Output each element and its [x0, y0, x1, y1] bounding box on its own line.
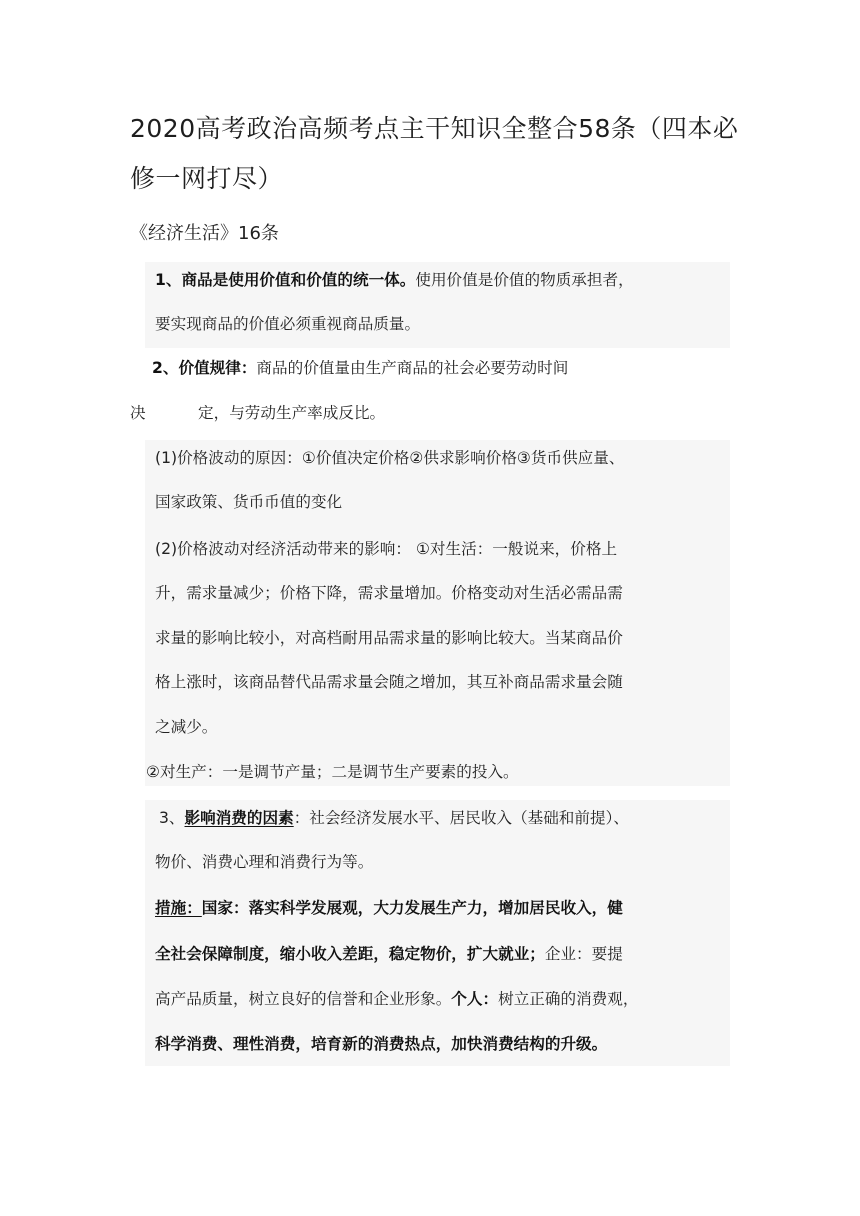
paragraph-1-line-2: 要实现商品的价值必须重视商品质量。: [155, 315, 421, 333]
paragraph-7-line-2: [155, 940, 623, 968]
paragraph-4-line-1: (2)价格波动对经济活动带来的影响： ①对生活：一般说来，价格上: [155, 540, 618, 558]
paragraph-2-bold: 2、价值规律：: [152, 359, 257, 377]
measures-individual-text: 树立正确的消费观，: [498, 990, 639, 1008]
paragraph-4-line-2: 升，需求量减少；价格下降，需求量增加。价格变动对生活必需品需: [155, 584, 623, 602]
paragraph-5-line-1: ②对生产：一是调节产量；二是调节生产要素的投入。: [146, 763, 519, 781]
paragraph-4-line-5: 之减少。: [155, 718, 218, 736]
paragraph-3-line-2: 国家政策、货币币值的变化: [155, 493, 343, 511]
paragraph-1-text: 使用价值是价值的物质承担者，: [415, 271, 634, 289]
measures-individual-bold: 科学消费、理性消费，培育新的消费热点，加快消费结构的升级。: [155, 1035, 608, 1053]
measures-enterprise-text-2: 高产品质量，树立良好的信誉和企业形象。: [155, 990, 452, 1008]
measures-enterprise-text: 企业：要提: [544, 945, 623, 963]
paragraph-7-line-1: [155, 894, 623, 922]
paragraph-6-number: 3、: [159, 809, 185, 827]
paragraph-6-line-2: 物价、消费心理和消费行为等。: [155, 853, 374, 871]
shaded-block-3: [145, 800, 730, 1066]
paragraph-7-line-4: [155, 1030, 607, 1058]
measures-individual-label: 个人：: [451, 990, 499, 1008]
paragraph-2-text: 商品的价值量由生产商品的社会必要劳动时间: [256, 359, 569, 377]
paragraph-4-line-4: 格上涨时，该商品替代品需求量会随之增加，其互补商品需求量会随: [155, 673, 623, 691]
paragraph-2-line-1: [152, 354, 568, 382]
paragraph-6-underlined-term: 影响消费的因素: [184, 809, 294, 827]
measures-label: 措施：: [155, 899, 202, 917]
paragraph-1-bold: 1、商品是使用价值和价值的统一体。: [155, 271, 416, 289]
measures-state-text: 国家：落实科学发展观，大力发展生产力，增加居民收入，健: [201, 899, 623, 917]
paragraph-6-text: ：社会经济发展水平、居民收入（基础和前提）、: [293, 809, 629, 827]
section-heading: 《经济生活》16条: [130, 223, 279, 244]
paragraph-4-line-3: 求量的影响比较小，对高档耐用品需求量的影响比较大。当某商品价: [155, 629, 623, 647]
paragraph-3-line-1: (1)价格波动的原因：①价值决定价格②供求影响价格③货币供应量、: [155, 449, 625, 467]
paragraph-2-line-2a: 决: [130, 404, 146, 422]
paragraph-7-line-3: [155, 985, 638, 1013]
measures-state-text-2: 全社会保障制度，缩小收入差距，稳定物价，扩大就业；: [155, 945, 545, 963]
paragraph-1-line-1: [155, 266, 634, 294]
paragraph-2-line-2b: 定，与劳动生产率成反比。: [198, 404, 386, 422]
document-title: 2020高考政治高频考点主干知识全整合58条（四本必修一网打尽）: [130, 114, 739, 193]
paragraph-6-line-1: [159, 804, 629, 832]
